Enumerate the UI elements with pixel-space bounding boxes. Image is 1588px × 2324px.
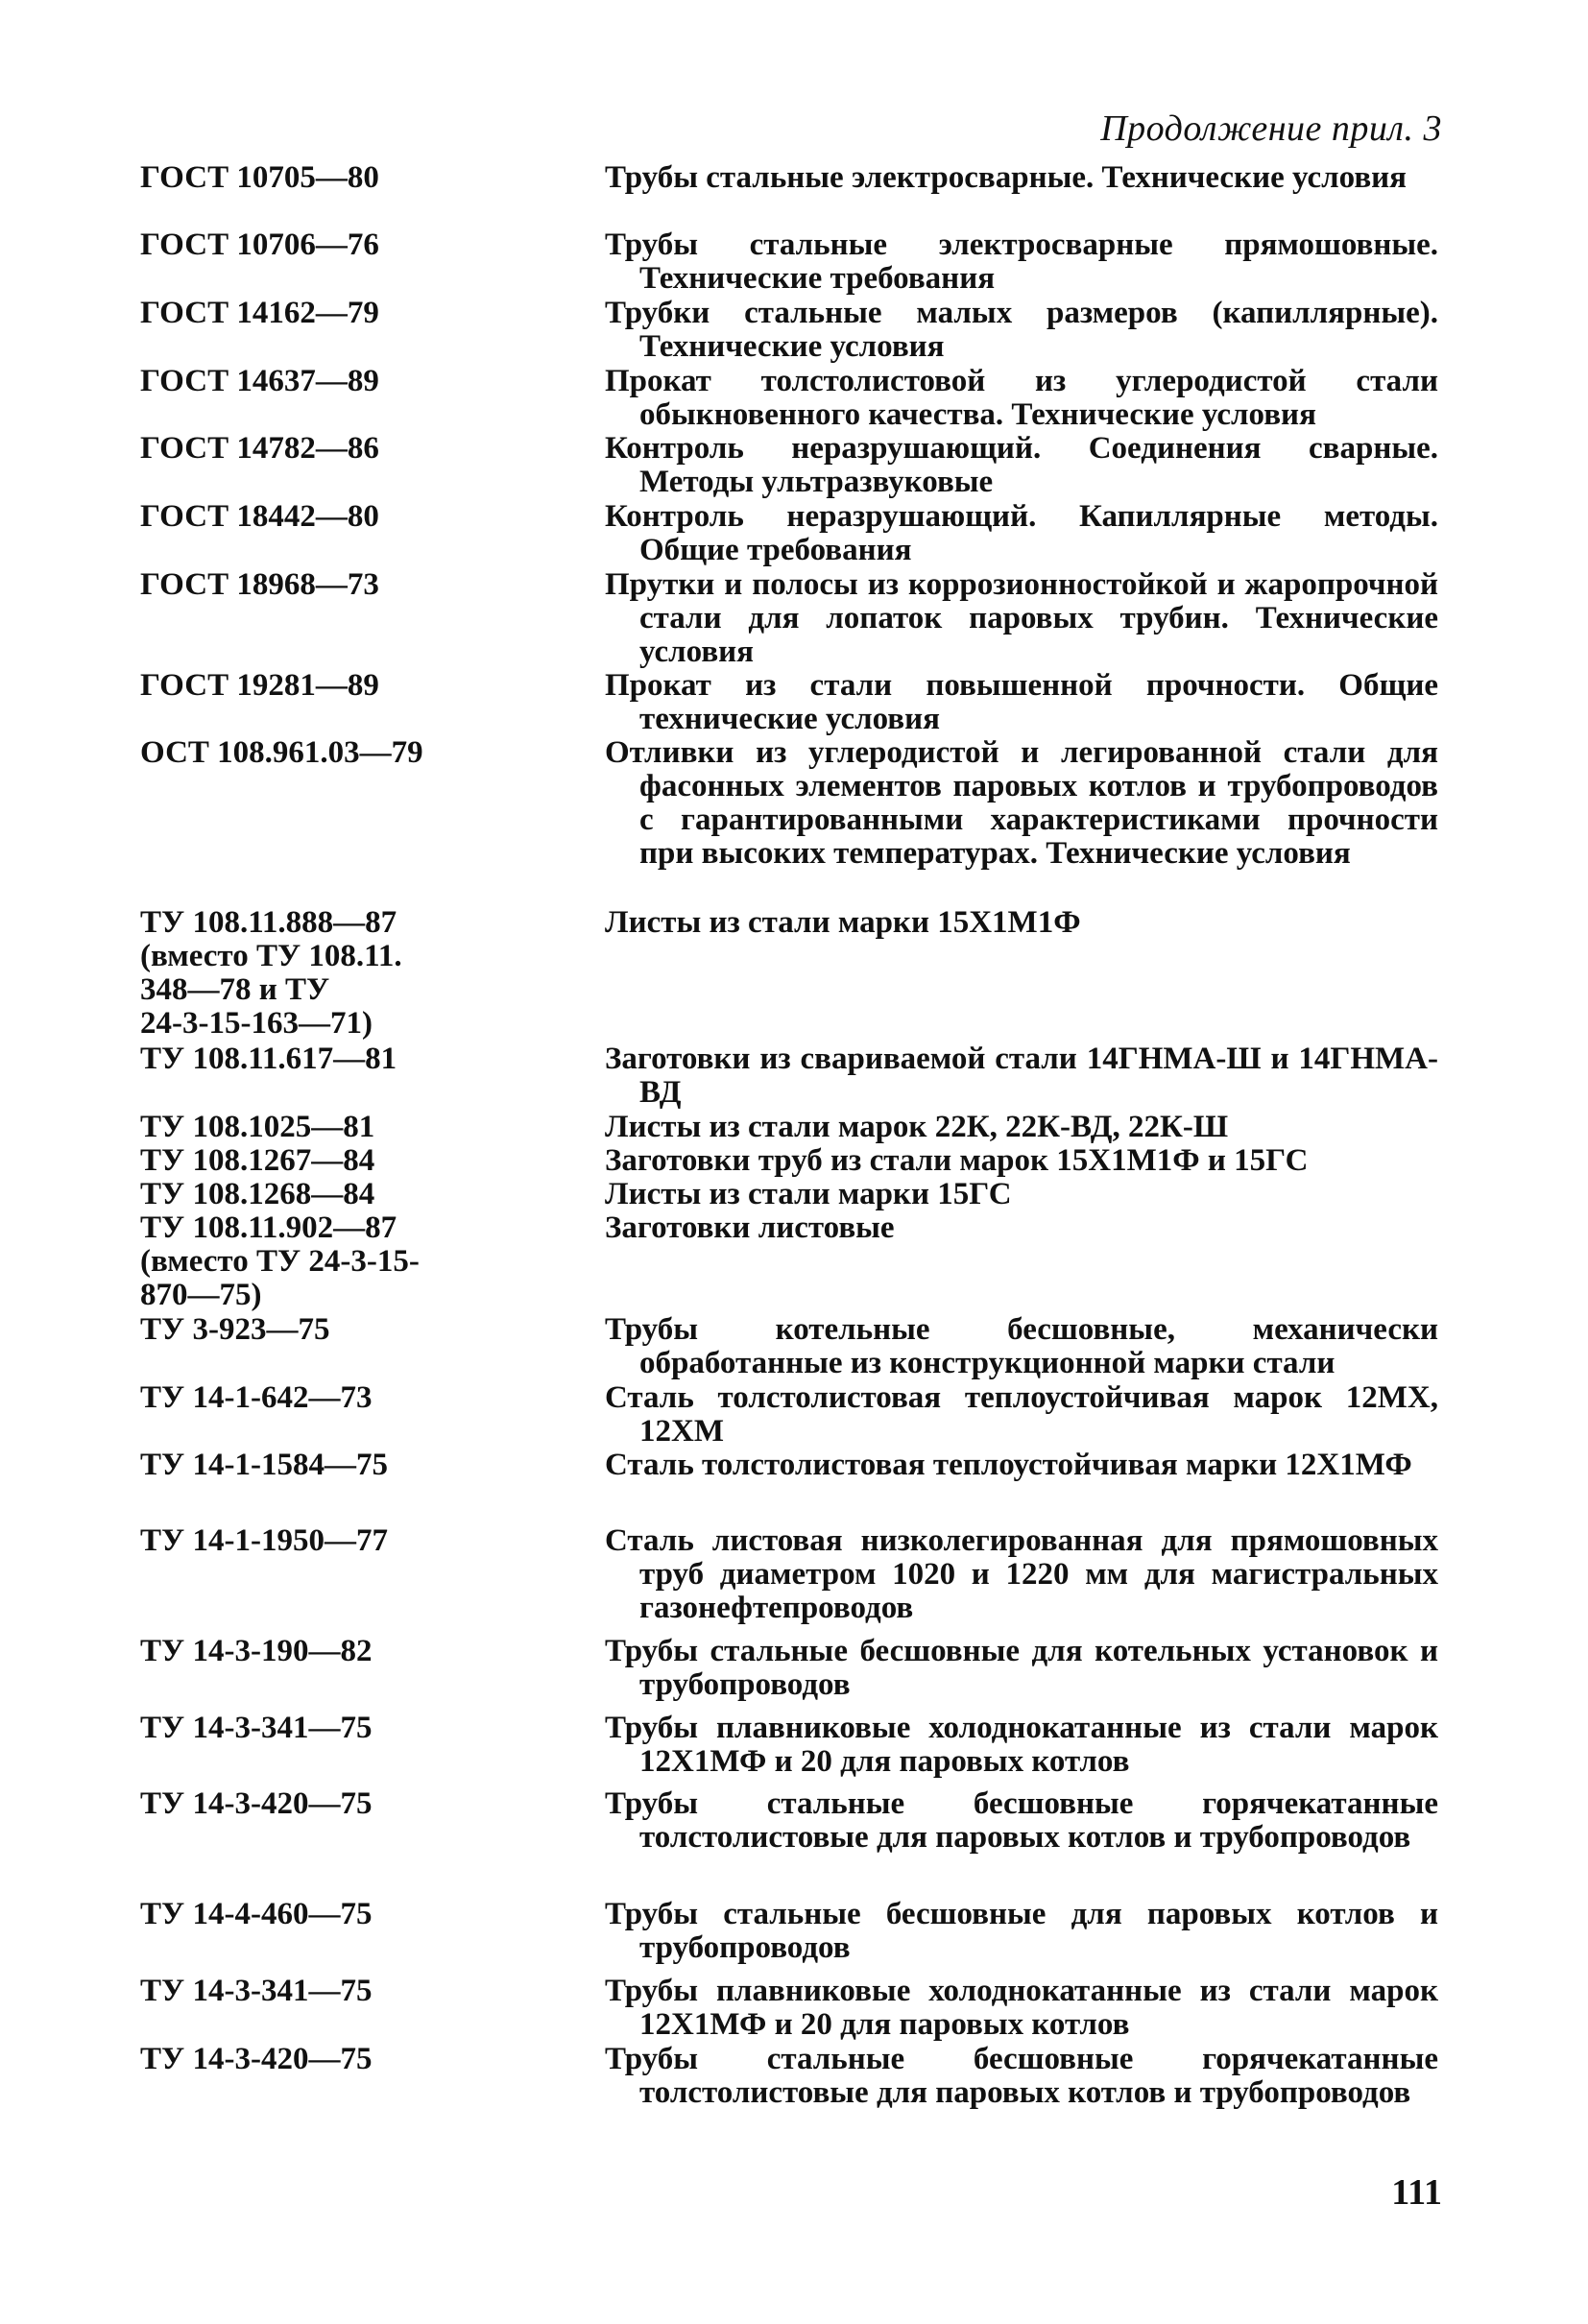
standard-description: Трубы плавниковые холоднокатанные из стали марок 12Х1МФ и 20 для паровых котлов	[605, 1974, 1438, 2042]
standard-code: ТУ 14-1-1950—77	[140, 1523, 388, 1558]
page-number: 111	[1391, 2172, 1442, 2213]
standard-description: Трубки стальные малых размеров (капиллярные). Технические условия	[605, 296, 1438, 364]
standard-description: Трубы стальные бесшовные для паровых котлов и трубопроводов	[605, 1897, 1438, 1965]
standard-code: ГОСТ 14782—86	[140, 431, 379, 466]
standard-description: Трубы котельные бесшовные, механически обработанные из конструкционной марки стали	[605, 1312, 1438, 1380]
standard-code: ТУ 108.1025—81	[140, 1110, 375, 1144]
standard-code: ГОСТ 10705—80	[140, 160, 379, 195]
standard-description: Трубы стальные бесшовные для котельных установок и трубопроводов	[605, 1634, 1438, 1702]
standard-description: Заготовки труб из стали марок 15Х1М1Ф и 15ГС	[605, 1143, 1309, 1178]
standard-description: Трубы плавниковые холоднокатанные из стали марок 12Х1МФ и 20 для паровых котлов	[605, 1711, 1438, 1779]
standard-description: Прокат толстолистовой из углеродистой стали обыкновенного качества. Технические условия	[605, 364, 1438, 432]
standard-description: Заготовки листовые	[605, 1210, 895, 1245]
standard-code: ТУ 108.1268—84	[140, 1177, 375, 1211]
standard-description: Трубы стальные электросварные прямошовные. Технические требования	[605, 228, 1438, 296]
standard-description: Сталь толстолистовая теплоустойчивая марок 12МХ, 12ХМ	[605, 1380, 1438, 1449]
standard-description: Трубы стальные бесшовные горячекатанные толстолистовые для паровых котлов и трубопроводов	[605, 2042, 1438, 2110]
standard-code: ГОСТ 18442—80	[140, 499, 379, 534]
standard-description: Листы из стали марки 15Х1М1Ф	[605, 905, 1081, 940]
standard-description: Сталь листовая низколегированная для прямошовных труб диаметром 1020 и 1220 мм для магистральных газонефтепроводов	[605, 1523, 1438, 1625]
standard-description: Контроль неразрушающий. Капиллярные методы. Общие требования	[605, 499, 1438, 567]
standard-code: ТУ 14-3-341—75	[140, 1711, 373, 1745]
standard-code: ТУ 14-3-190—82	[140, 1634, 373, 1668]
standard-description: Прокат из стали повышенной прочности. Общие технические условия	[605, 668, 1438, 736]
standard-description: Контроль неразрушающий. Соединения сварные. Методы ультразвуковые	[605, 431, 1438, 499]
standard-code: ГОСТ 18968—73	[140, 567, 379, 602]
standard-code: ТУ 14-3-420—75	[140, 2042, 373, 2076]
standard-code: ГОСТ 14162—79	[140, 296, 379, 330]
standard-code: ТУ 14-1-642—73	[140, 1380, 373, 1415]
standard-description: Листы из стали марок 22К, 22К-ВД, 22К-Ш	[605, 1110, 1229, 1144]
standard-code: ТУ 3-923—75	[140, 1312, 330, 1347]
standard-description: Отливки из углеродистой и легированной стали для фасонных элементов паровых котлов и трубопроводов с гарантированными характеристиками прочности при высоких температурах. Технические условия	[605, 735, 1438, 871]
standard-code: ТУ 108.11.888—87 (вместо ТУ 108.11. 348—78 и ТУ 24-3-15-163—71)	[140, 905, 402, 1041]
standard-code: ГОСТ 10706—76	[140, 228, 379, 262]
standard-code: ТУ 14-4-460—75	[140, 1897, 373, 1931]
standard-code: ТУ 14-1-1584—75	[140, 1448, 388, 1482]
continuation-header: Продолжение прил. 3	[1100, 108, 1442, 149]
standard-code: ТУ 108.11.902—87 (вместо ТУ 24-3-15- 870—75)	[140, 1210, 420, 1312]
standard-code: ТУ 14-3-420—75	[140, 1786, 373, 1821]
standard-description: Заготовки из свариваемой стали 14ГНМА-Ш и 14ГНМА-ВД	[605, 1042, 1438, 1110]
standard-code: ГОСТ 19281—89	[140, 668, 379, 703]
standard-code: ОСТ 108.961.03—79	[140, 735, 423, 770]
standard-description: Трубы стальные электросварные. Технические условия	[605, 160, 1408, 195]
standard-description: Трубы стальные бесшовные горячекатанные толстолистовые для паровых котлов и трубопроводов	[605, 1786, 1438, 1855]
standard-description: Листы из стали марки 15ГС	[605, 1177, 1012, 1211]
standard-code: ТУ 14-3-341—75	[140, 1974, 373, 2008]
standard-description: Прутки и полосы из коррозионностойкой и жаропрочной стали для лопаток паровых трубин. Технические условия	[605, 567, 1438, 669]
standard-code: ТУ 108.1267—84	[140, 1143, 375, 1178]
standard-code: ТУ 108.11.617—81	[140, 1042, 397, 1076]
standard-code: ГОСТ 14637—89	[140, 364, 379, 398]
standard-description: Сталь толстолистовая теплоустойчивая марки 12Х1МФ	[605, 1448, 1412, 1482]
